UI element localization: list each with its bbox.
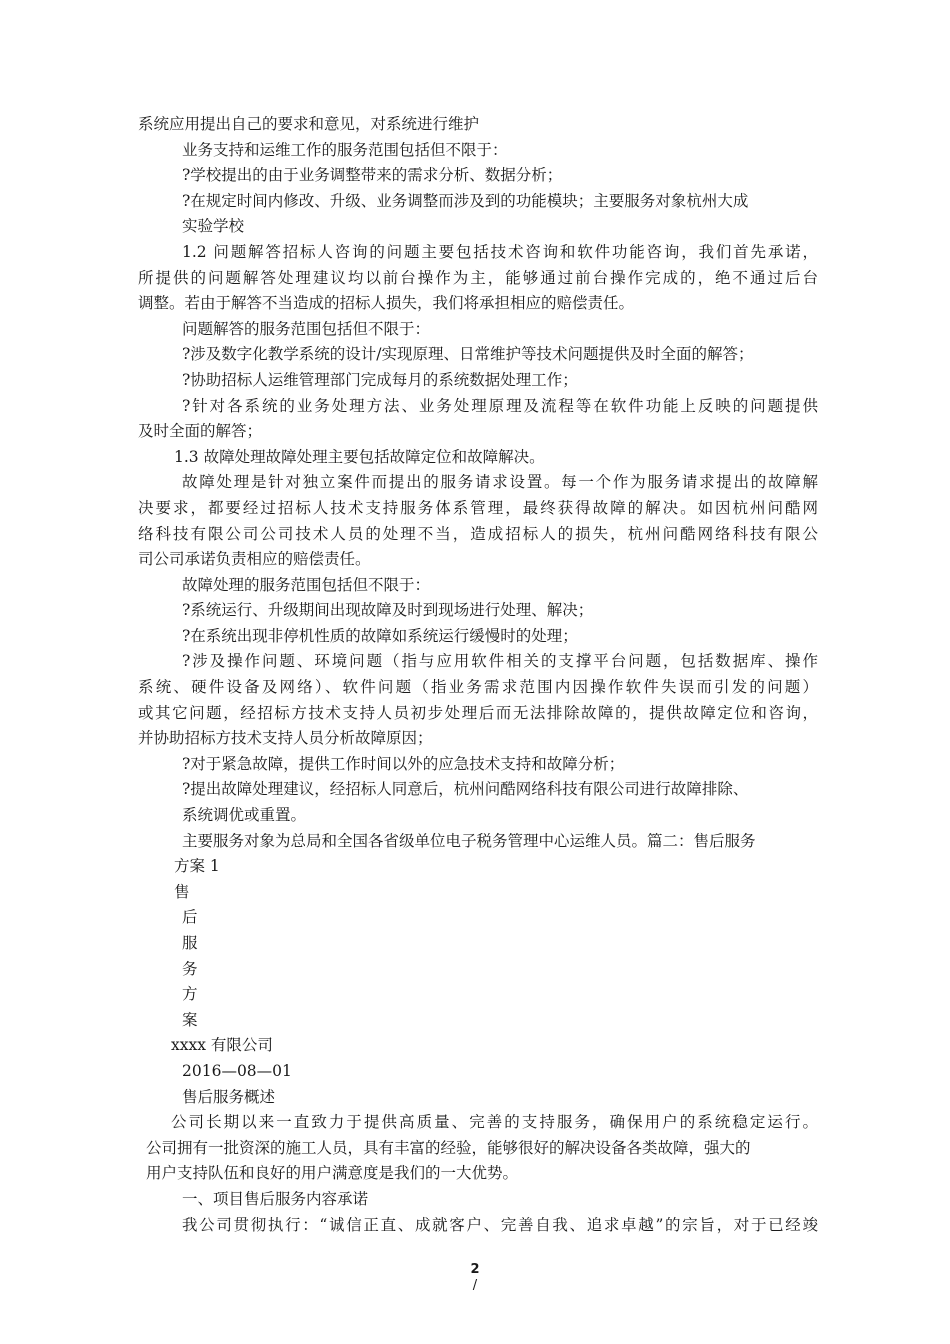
text-line: 故障处理的服务范围包括但不限于： [182,575,431,594]
company-name: xxxx 有限公司 [171,1036,273,1055]
title-char: 后 [182,908,198,927]
list-item: ?学校提出的由于业务调整带来的需求分析、数据分析； [182,166,563,185]
section-heading: 1.3 故障处理故障处理主要包括故障定位和故障解决。 [174,447,545,466]
page-number-suffix: / [472,1278,478,1293]
text-line: 公司长期以来一直致力于提供高质量、完善的支持服务，确保用户的系统稳定运行。 [171,1113,818,1132]
text-line: 所提供的问题解答处理建议均以前台操作为主，能够通过前台操作完成的，绝不通过后台 [138,268,818,287]
list-item: ?在规定时间内修改、升级、业务调整而涉及到的功能模块；主要服务对象杭州大成 [182,191,749,210]
text-line: 公司拥有一批资深的施工人员，具有丰富的经验，能够很好的解决设备各类故障，强大的 [146,1138,751,1157]
list-item: ?针对各系统的业务处理方法、业务处理原理及流程等在软件功能上反映的问题提供 [182,396,818,415]
section-heading: 1.2 问题解答招标人咨询的问题主要包括技术咨询和软件功能咨询，我们首先承诺， [182,242,818,261]
text-line: 并协助招标方技术支持人员分析故障原因； [138,729,433,748]
list-item: ?对于紧急故障，提供工作时间以外的应急技术支持和故障分析； [182,754,625,773]
title-char: 案 [182,1010,198,1029]
text-line: 业务支持和运维工作的服务范围包括但不限于： [182,140,508,159]
list-item: ?协助招标人运维管理部门完成每月的系统数据处理工作； [182,370,578,389]
document-date: 2016—08—01 [182,1061,292,1080]
text-line: 实验学校 [182,217,245,236]
text-line: 用户支持队伍和良好的用户满意度是我们的一大优势。 [146,1164,519,1183]
document-body [138,112,818,1238]
title-char: 方 [182,985,198,1004]
text-line: 系统调优或重置。 [182,806,307,825]
list-item: ?涉及操作问题、环境问题（指与应用软件相关的支撑平台问题，包括数据库、操作 [182,652,818,671]
text-line: 系统应用提出自己的要求和意见，对系统进行维护 [138,115,480,133]
text-line: 系统、硬件设备及网络）、软件问题（指业务需求范围内因操作软件失误而引发的问题） [138,678,818,697]
text-line: 方案 1 [174,857,220,876]
text-line: 司公司承诺负责相应的赔偿责任。 [138,550,371,569]
page-footer [0,1262,950,1294]
list-item: ?提出故障处理建议，经招标人同意后，杭州问酷网络科技有限公司进行故障排除、 [182,780,749,799]
text-line: 决要求，都要经过招标人技术支持服务体系管理，最终获得故障的解决。如因杭州问酷网 [138,498,818,517]
page-number: 2 [470,1262,480,1277]
title-char: 服 [182,934,198,952]
list-item: ?涉及数字化教学系统的设计/实现原理、日常维护等技术问题提供及时全面的解答； [182,345,754,364]
text-line: 我公司贯彻执行：“诚信正直、成就客户、完善自我、追求卓越”的宗旨，对于已经竣 [182,1215,818,1234]
text-line: 故障处理是针对独立案件而提出的服务请求设置。每一个作为服务请求提出的故障解 [182,473,818,492]
text-line: 问题解答的服务范围包括但不限于： [182,319,431,338]
title-char: 售 [174,882,190,901]
text-line: 络科技有限公司公司技术人员的处理不当，造成招标人的损失，杭州问酷网络科技有限公 [138,524,818,543]
list-item: ?系统运行、升级期间出现故障及时到现场进行处理、解决； [182,601,594,620]
text-line: 主要服务对象为总局和全国各省级单位电子税务管理中心运维人员。篇二：售后服务 [182,831,756,850]
text-line: 调整。若由于解答不当造成的招标人损失，我们将承担相应的赔偿责任。 [138,294,635,313]
text-line: 或其它问题，经招标方技术支持人员初步处理后而无法排除故障的，提供故障定位和咨询， [138,703,818,722]
section-heading: 售后服务概述 [182,1087,276,1106]
list-item: ?在系统出现非停机性质的故障如系统运行缓慢时的处理； [182,626,578,645]
title-char: 务 [182,959,198,978]
section-heading: 一、项目售后服务内容承诺 [182,1189,369,1208]
text-line: 及时全面的解答； [138,422,263,441]
